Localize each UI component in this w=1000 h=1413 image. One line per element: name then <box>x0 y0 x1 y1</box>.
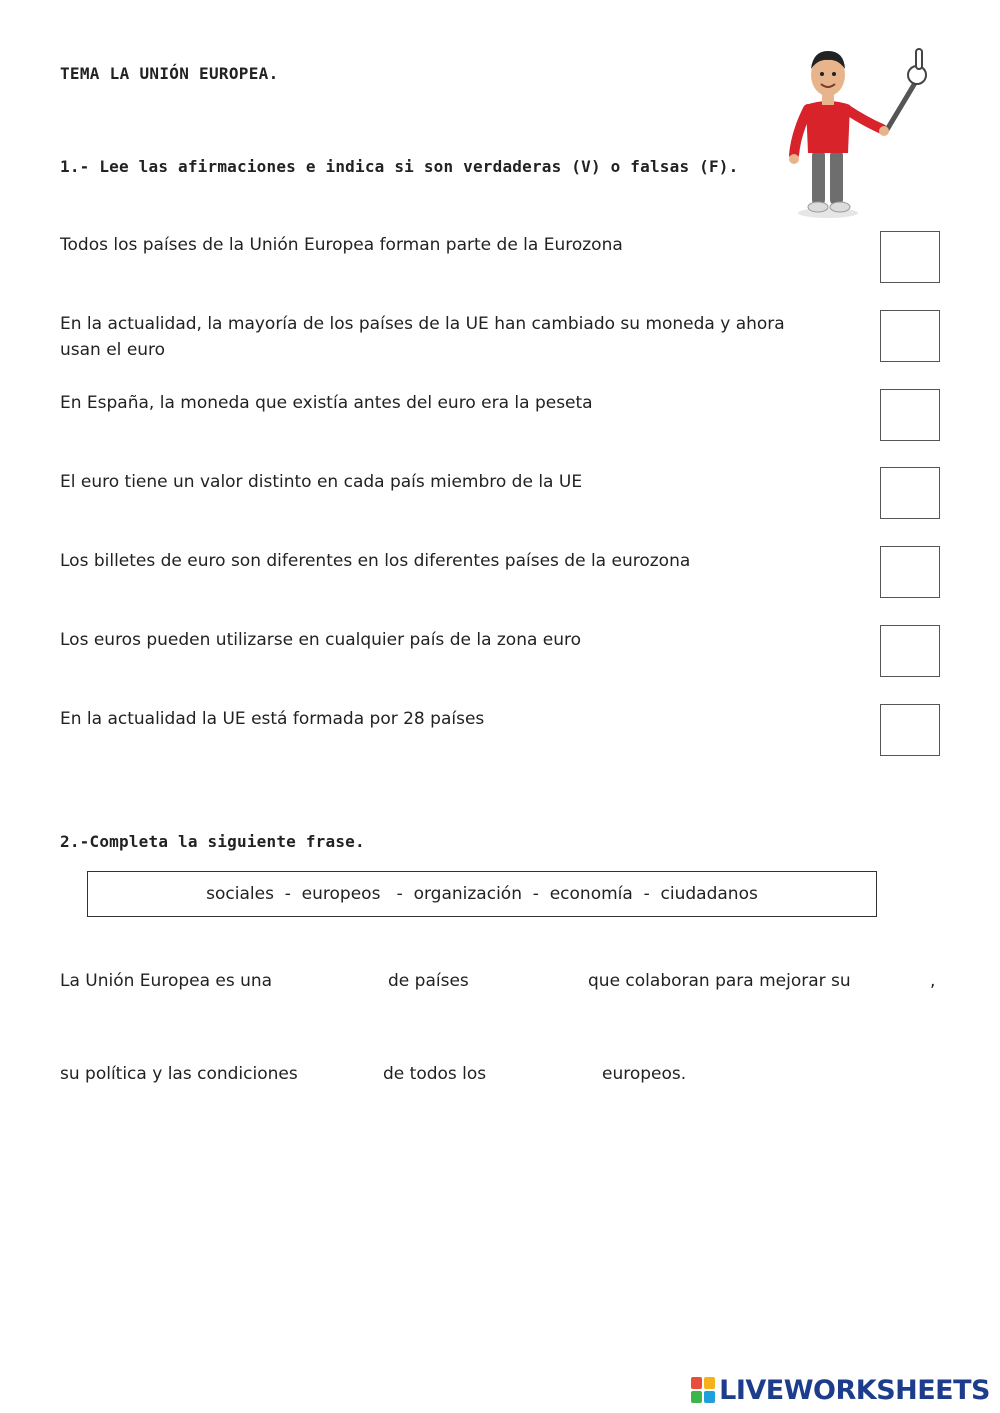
answer-box-5[interactable] <box>880 546 940 598</box>
sentence-part-4: su política y las condiciones <box>60 1064 298 1084</box>
statement-1: Todos los países de la Unión Europea forman parte de la Eurozona <box>60 235 623 255</box>
answer-box-1[interactable] <box>880 231 940 283</box>
blank-2-input[interactable] <box>472 966 582 996</box>
statement-3: En España, la moneda que existía antes del euro era la peseta <box>60 393 593 413</box>
liveworksheets-logo <box>691 1375 990 1405</box>
blank-3-input[interactable] <box>852 966 926 996</box>
blank-5-input[interactable] <box>492 1059 596 1089</box>
statement-4: El euro tiene un valor distinto en cada país miembro de la UE <box>60 472 583 492</box>
sentence-part-1: La Unión Europea es una <box>60 971 273 991</box>
blank-1-input[interactable] <box>272 966 382 996</box>
statement-2: En la actualidad, la mayoría de los países de la UE han cambiado su moneda y ahora usan el euro <box>60 314 785 360</box>
answer-box-6[interactable] <box>880 625 940 677</box>
liveworksheets-logo-text: LIVEWORKSHEETS <box>719 1374 990 1406</box>
word-bank: sociales - europeos - organización - economía - ciudadanos <box>87 871 877 917</box>
statement-6: Los euros pueden utilizarse en cualquier país de la zona euro <box>60 630 582 650</box>
answer-box-2[interactable] <box>880 310 940 362</box>
statement-5: Los billetes de euro son diferentes en los diferentes países de la eurozona <box>60 551 691 571</box>
statement-7: En la actualidad la UE está formada por 28 países <box>60 709 485 729</box>
question-2-heading: 2.-Completa la siguiente frase. <box>60 832 365 851</box>
sentence-part-2: de países <box>388 971 469 991</box>
sentence-part-5: de todos los <box>383 1064 487 1084</box>
liveworksheets-logo-icon <box>691 1377 715 1403</box>
sentence-part-6: europeos. <box>602 1064 687 1084</box>
answer-box-4[interactable] <box>880 467 940 519</box>
sentence-part-3: que colaboran para mejorar su <box>588 971 851 991</box>
answer-box-7[interactable] <box>880 704 940 756</box>
teacher-avatar-illustration <box>780 45 940 220</box>
page-title: TEMA LA UNIÓN EUROPEA. <box>60 64 279 83</box>
sentence-comma: , <box>930 971 936 991</box>
answer-box-3[interactable] <box>880 389 940 441</box>
blank-4-input[interactable] <box>300 1059 378 1089</box>
question-1-heading: 1.- Lee las afirmaciones e indica si son verdaderas (V) o falsas (F). <box>60 157 739 176</box>
